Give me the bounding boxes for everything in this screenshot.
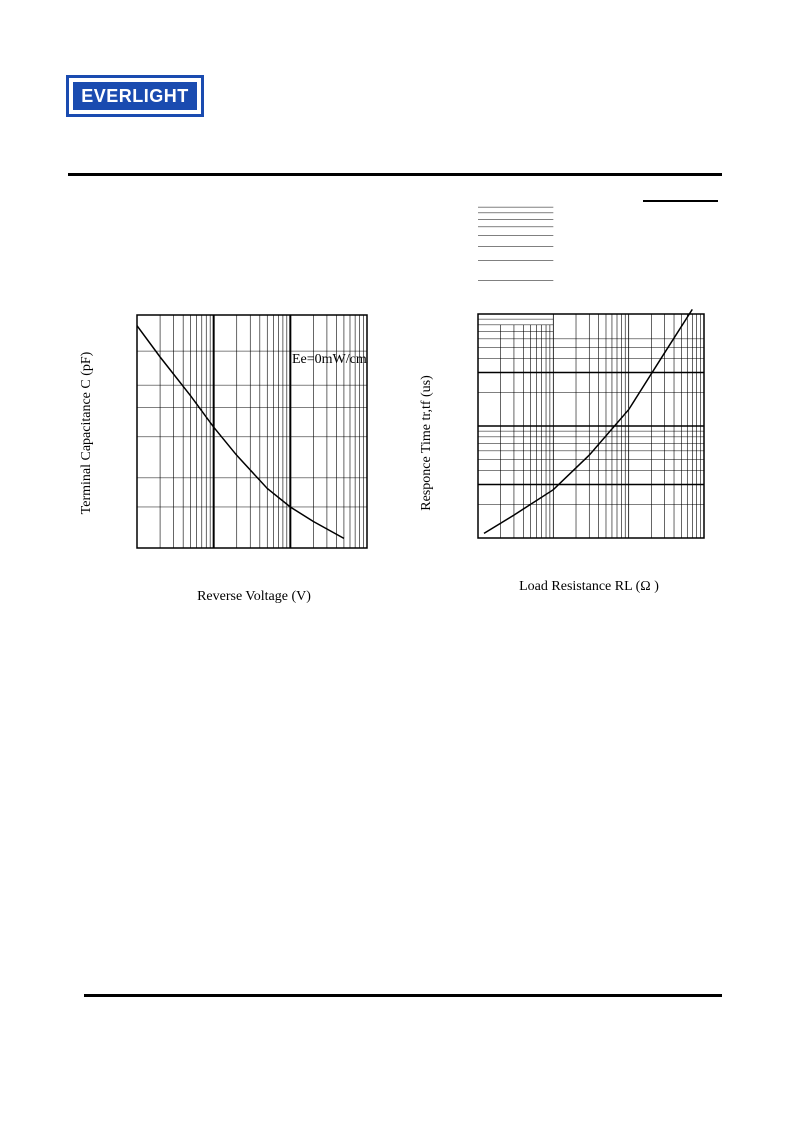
chart2-series-line [484, 309, 692, 533]
logo-text: EVERLIGHT [73, 82, 197, 110]
chart2-ylabel: Responce Time tr,tf (us) [419, 375, 434, 511]
capacitance-chart [137, 315, 367, 548]
response-time-chart [478, 207, 704, 538]
chart1-xlabel: Reverse Voltage (V) [197, 589, 311, 604]
chart2-xlabel: Load Resistance RL (Ω ) [519, 579, 659, 594]
chart1-annotation: Ee=0mW/cm [292, 352, 367, 367]
chart1-frame [137, 315, 367, 548]
chart1-ylabel: Terminal Capacitance C (pF) [79, 351, 94, 515]
